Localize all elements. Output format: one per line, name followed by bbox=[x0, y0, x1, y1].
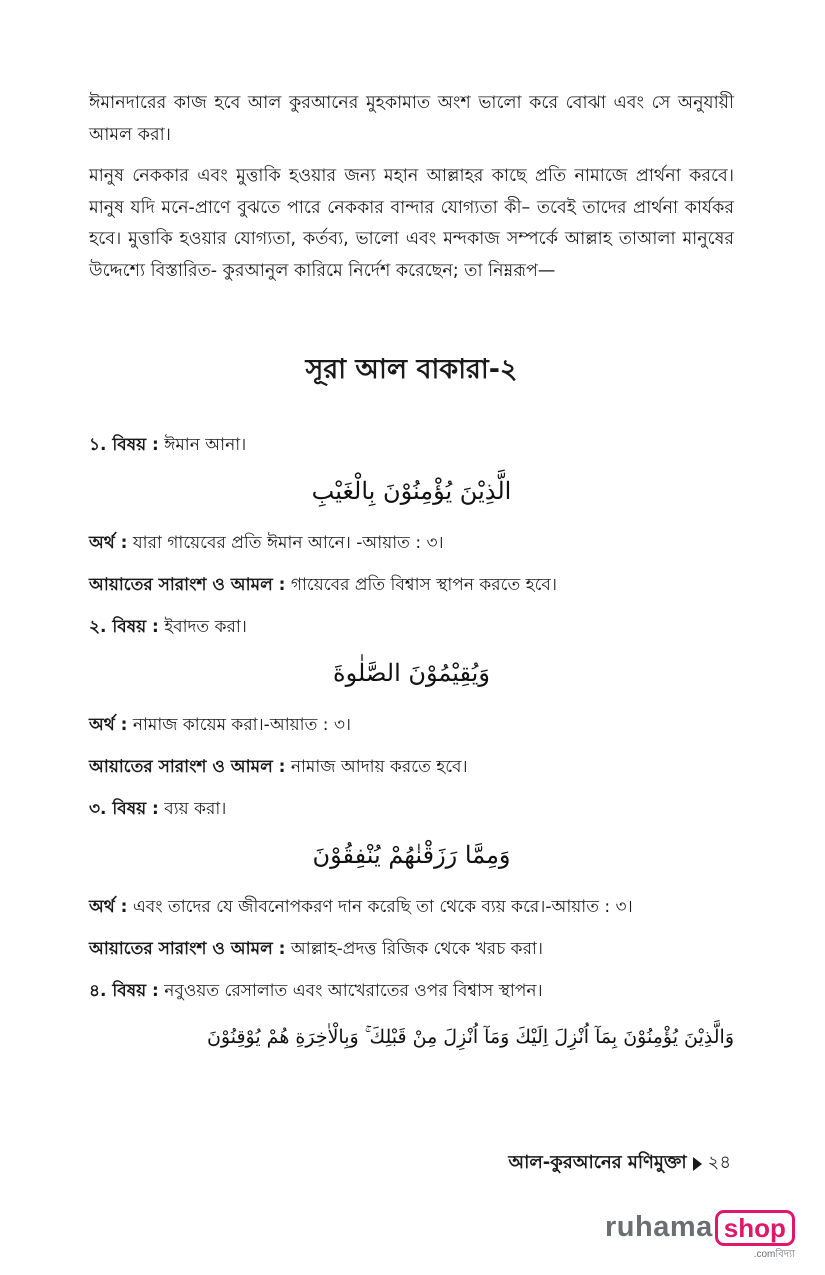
meaning-label: অর্থ : bbox=[89, 897, 128, 917]
logo-suffix: .comবিদ্যা bbox=[753, 1249, 795, 1260]
summary-label: আয়াতের সারাংশ ও আমল : bbox=[89, 575, 286, 595]
topic-line bbox=[89, 794, 734, 824]
summary-label: আয়াতের সারাংশ ও আমল : bbox=[89, 939, 286, 959]
topic-text: ইবাদত করা। bbox=[164, 617, 247, 637]
page-footer bbox=[508, 1148, 731, 1179]
topic-text: ব্যয় করা। bbox=[164, 799, 227, 819]
topic-label: ২. বিষয় : bbox=[89, 617, 159, 637]
topic-text: ঈমান আনা। bbox=[164, 435, 247, 455]
logo-shop-badge: shop bbox=[715, 1210, 795, 1246]
intro-paragraph-2: মানুষ নেককার এবং মুত্তাকি হওয়ার জন্য মহান আল্লাহর কাছে প্রতি নামাজে প্রার্থনা করবে। মানুষ যদি মনে-প্রাণে বুঝতে পারে নেককার বান্দার যোগ্যতা কী– তবেই তাদের প্রার্থনা কার্যকর হবে। মুত্তাকি হওয়ার যোগ্যতা, কর্তব্য, ভালো এবং মন্দকাজ সম্পর্কে আল্লাহ তাআলা মানুষের উদ্দেশ্যে বিস্তারিত- কুরআনুল কারিমে নির্দেশ করেছেন; তা নিম্নরূপ— bbox=[89, 166, 734, 281]
meaning-text: নামাজ কায়েম করা।-আয়াত : ৩। bbox=[132, 715, 352, 735]
topic-label: ৩. বিষয় : bbox=[89, 799, 159, 819]
topic-label: ৪. বিষয় : bbox=[89, 981, 159, 1001]
book-title: আল-কুরআনের মণিমুক্তা bbox=[508, 1152, 687, 1173]
meaning-text: এবং তাদের যে জীবনোপকরণ দান করেছি তা থেকে ব্যয় করে।-আয়াত : ৩। bbox=[132, 897, 633, 917]
topic-line bbox=[89, 612, 734, 642]
meaning-label: অর্থ : bbox=[89, 715, 128, 735]
logo-shop-group bbox=[715, 1210, 795, 1264]
topic-text: নবুওয়ত রেসালাত এবং আখেরাতের ওপর বিশ্বাস স্থাপন। bbox=[164, 981, 543, 1001]
arabic-verse: الَّذِيْنَ يُؤْمِنُوْنَ بِالْغَيْبِ bbox=[311, 477, 512, 505]
meaning-label: অর্থ : bbox=[89, 533, 128, 553]
meaning-line bbox=[89, 528, 734, 558]
arabic-verse: وَمِمَّا رَزَقْنٰهُمْ يُنْفِقُوْنَ bbox=[312, 841, 511, 869]
summary-text: নামাজ আদায় করতে হবে। bbox=[290, 757, 468, 777]
intro-paragraph-1: ঈমানদারের কাজ হবে আল কুরআনের মুহকামাত অংশ ভালো করে বোঝা এবং সে অনুযায়ী আমল করা। bbox=[89, 93, 734, 145]
meaning-text: যারা গায়েবের প্রতি ঈমান আনে। -আয়াত : ৩। bbox=[132, 533, 444, 553]
summary-label: আয়াতের সারাংশ ও আমল : bbox=[89, 757, 286, 777]
summary-text: আল্লাহ-প্রদত্ত রিজিক থেকে খরচ করা। bbox=[290, 939, 543, 959]
topic-line bbox=[89, 430, 734, 460]
summary-line bbox=[89, 570, 734, 600]
surah-heading: সূরা আল বাকারা-২ bbox=[305, 354, 518, 385]
topic-list bbox=[89, 430, 734, 1074]
page-content bbox=[89, 88, 734, 1048]
arabic-verse: وَيُقِيْمُوْنَ الصَّلٰوةَ bbox=[333, 659, 490, 687]
summary-line bbox=[89, 752, 734, 782]
page-number: ২৪ bbox=[707, 1152, 731, 1173]
topic-label: ১. বিষয় : bbox=[89, 435, 159, 455]
triangle-right-icon bbox=[693, 1157, 702, 1171]
summary-text: গায়েবের প্রতি বিশ্বাস স্থাপন করতে হবে। bbox=[290, 575, 557, 595]
logo-brand: ruhama bbox=[605, 1211, 713, 1243]
arabic-verse: وَالَّذِيْنَ يُؤْمِنُوْنَ بِمَآ اُنْزِلَ اِلَيْكَ وَمَآ اُنْزِلَ مِنْ قَبْلِكَ ۚ وَبِالْاٰخِرَةِ هُمْ يُوْقِنُوْنَ bbox=[206, 1026, 734, 1048]
summary-line bbox=[89, 934, 734, 964]
meaning-line bbox=[89, 892, 734, 922]
ruhamashop-watermark-logo bbox=[605, 1210, 795, 1264]
meaning-line bbox=[89, 710, 734, 740]
topic-line bbox=[89, 976, 734, 1006]
